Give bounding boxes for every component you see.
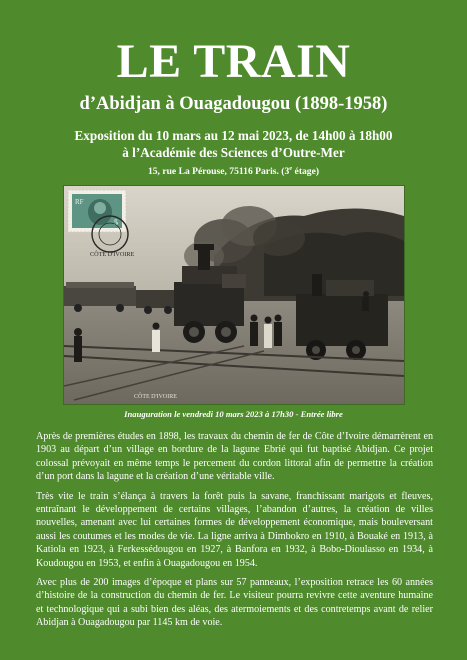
postmark-text: CÔTE D'IVOIRE [90, 251, 135, 258]
exhibition-venue: à l’Académie des Sciences d’Outre-Mer [122, 145, 345, 160]
poster-title: LE TRAIN [116, 35, 351, 88]
address-main: 15, rue La Pérouse, 75116 Paris. (3 [147, 166, 290, 178]
paragraph: Après de premières études en 1898, les travaux du chemin de fer de Côte d’Ivoire démarrèrent en 1903 au départ d’un village en bordure de la lagune Ebrié qui fut baptisé Abidjan. Ce projet colossal prévoyait en même temps le percement du cordon littoral afin de permettre la création d’un port dans la lagune et la création d’une véritable ville. [36, 431, 433, 483]
paragraph: Très vite le train s’élança à travers la forêt puis la savane, franchissant marigots et fleuves, entraînant le développement de certains villages, l’abandon d’autres, la création de villes nouvelles, amenant avec lui certaines formes de développement économique, mais bouleversant aussi les coutumes et les modes de vie. La ligne arriva à Dimbokro en 1910, à Bouaké en 1913, à Katiola en 1923, à Ferkessédougou en 1927, à Banfora en 1932, à Bobo-Dioulasso en 1934, à Koudougou en 1953, et enfin à Ouagadougou en 1954. [36, 490, 433, 569]
description-text [36, 430, 433, 636]
venue-address [0, 163, 467, 178]
exhibition-dates: Exposition du 10 mars au 12 mai 2023, de 14h00 à 18h00 [74, 128, 393, 143]
historic-train-photo [64, 186, 404, 404]
address-sup: e [289, 165, 293, 172]
photo-caption: Inauguration le vendredi 10 mars 2023 à 17h30 - Entrée libre [124, 409, 343, 419]
stamp-value: 5 [114, 218, 118, 227]
postcard-label: CÔTE D'IVOIRE [134, 394, 177, 400]
paragraph: Avec plus de 200 images d’époque et plans sur 57 panneaux, l’exposition retrace les 60 années d’histoire de la construction du chemin de fer. Le visiteur pourra revivre cette aventure humaine et technologique qui a subi bien des aléas, des atermoiements et des contretemps avant de relier Abidjan à Ouagadougou par 1145 km de voie. [36, 577, 433, 629]
address-end: étage) [292, 166, 320, 178]
poster-subtitle: d’Abidjan à Ouagadougou (1898-1958) [79, 94, 388, 114]
stamp-text: RF [75, 198, 84, 206]
